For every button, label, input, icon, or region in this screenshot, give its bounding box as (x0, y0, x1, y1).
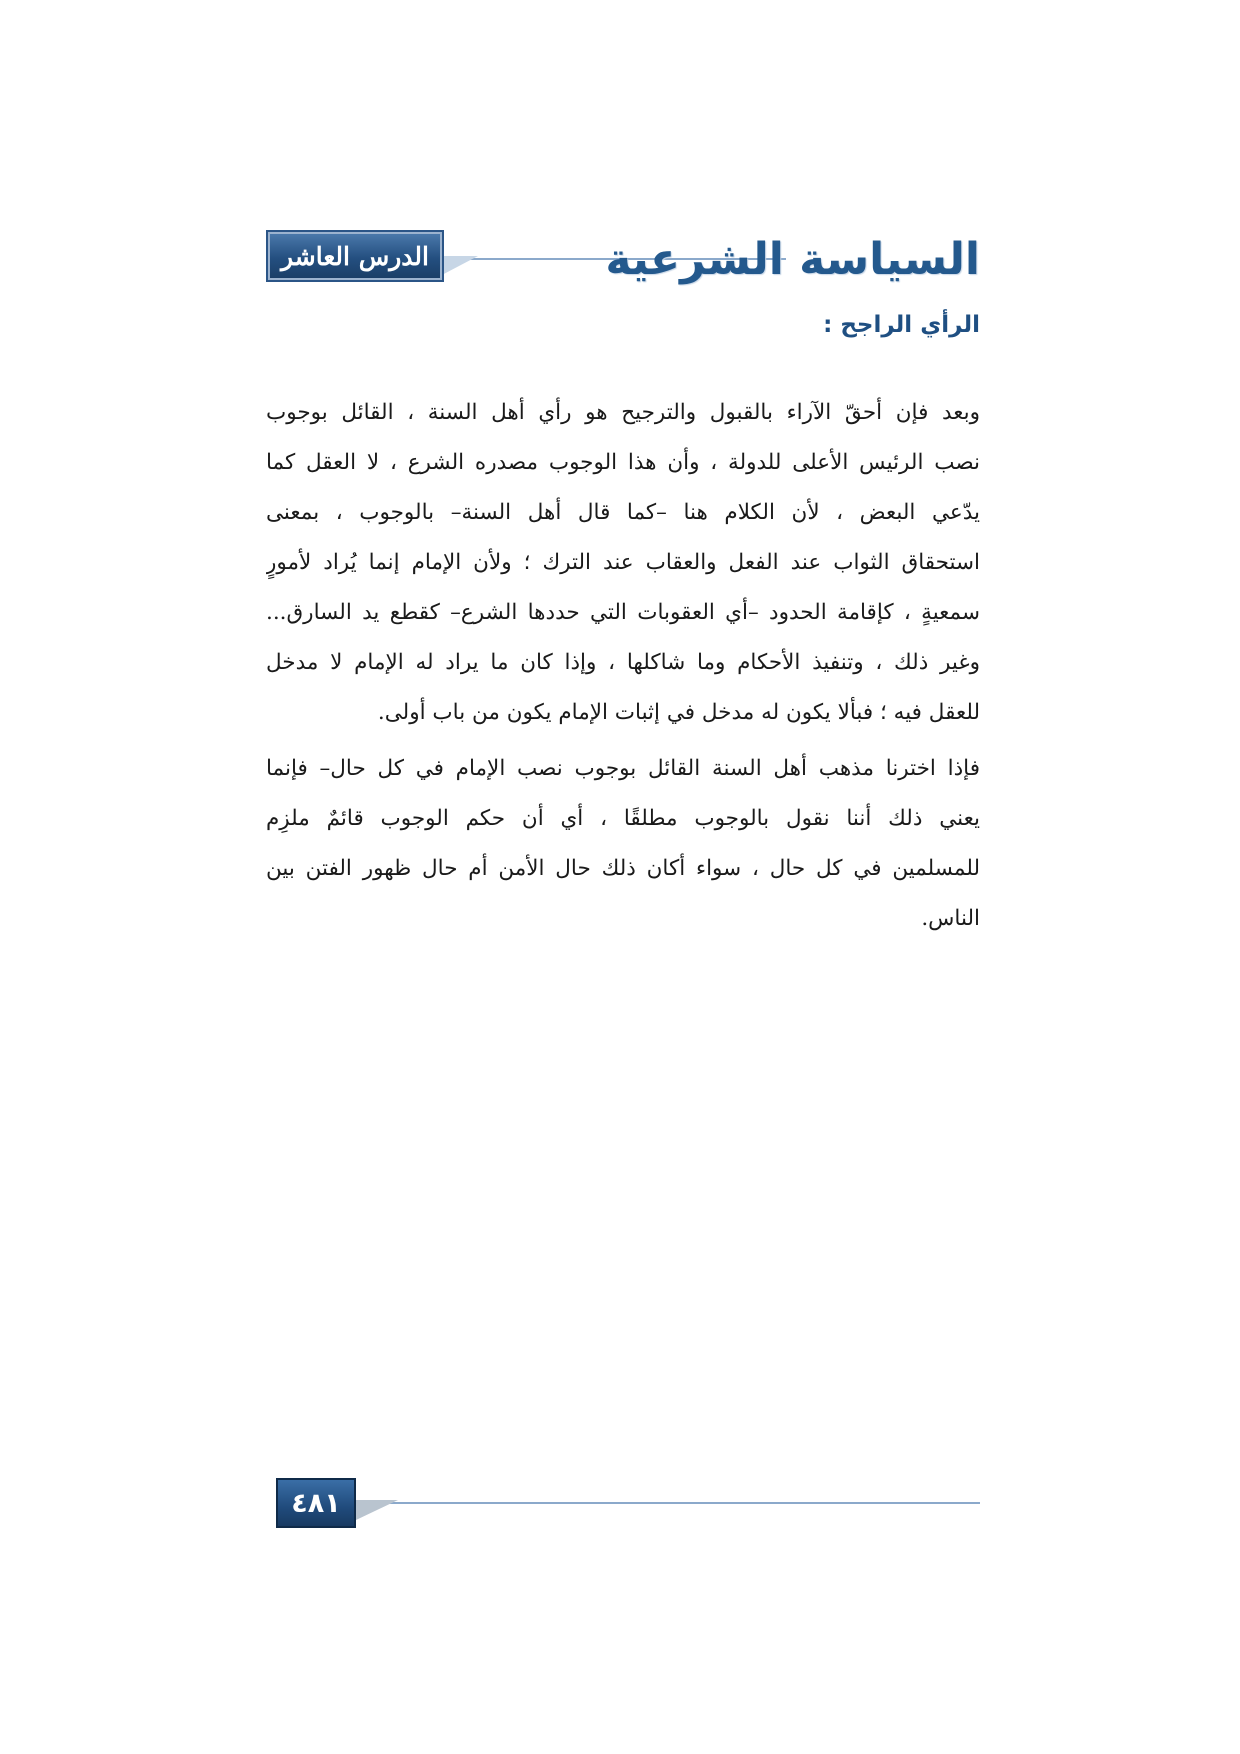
text-line: وبعد فإن أحقّ الآراء بالقبول والترجيح هو رأي أهل السنة ، القائل بوجوب (266, 400, 980, 425)
text-line: وغير ذلك ، وتنفيذ الأحكام وما شاكلها ، وإذا كان ما يراد له الإمام لا مدخل (266, 650, 980, 675)
page-number-badge (276, 1478, 356, 1528)
text-line: للعقل فيه ؛ فبألا يكون له مدخل في إثبات الإمام يكون من باب أولى. (377, 700, 980, 725)
footer-rule (360, 1502, 980, 1504)
book-title: السياسة الشرعية (605, 234, 980, 285)
page-header (268, 228, 980, 292)
section-heading: الرأي الراجح : (823, 312, 980, 338)
paragraph-2 (266, 744, 980, 944)
text-line: يدّعي البعض ، لأن الكلام هنا –كما قال أهل السنة– بالوجوب ، بمعنى (266, 500, 980, 525)
text-line: استحقاق الثواب عند الفعل والعقاب عند الترك ؛ ولأن الإمام إنما يُراد لأمورٍ (266, 550, 980, 575)
text-line: يعني ذلك أننا نقول بالوجوب مطلقًا ، أي أن حكم الوجوب قائمٌ ملزِم (266, 806, 980, 831)
text-line: نصب الرئيس الأعلى للدولة ، وأن هذا الوجوب مصدره الشرع ، لا العقل كما (266, 450, 980, 475)
text-line: الناس. (921, 906, 980, 931)
text-line: سمعيةٍ ، كإقامة الحدود –أي العقوبات التي حددها الشرع– كقطع يد السارق... (266, 600, 980, 625)
text-line: فإذا اخترنا مذهب أهل السنة القائل بوجوب نصب الإمام في كل حال– فإنما (266, 756, 980, 781)
body-text (266, 388, 980, 944)
header-wedge-decoration (440, 256, 478, 276)
lesson-label: الدرس العاشر (281, 241, 429, 271)
page-footer (276, 1478, 980, 1532)
text-line: للمسلمين في كل حال ، سواء أكان ذلك حال الأمن أم حال ظهور الفتن بين (266, 856, 980, 881)
paragraph-1 (266, 388, 980, 738)
page-number: ٤٨١ (291, 1487, 341, 1519)
lesson-badge (268, 232, 442, 280)
footer-wedge-decoration (356, 1500, 398, 1520)
